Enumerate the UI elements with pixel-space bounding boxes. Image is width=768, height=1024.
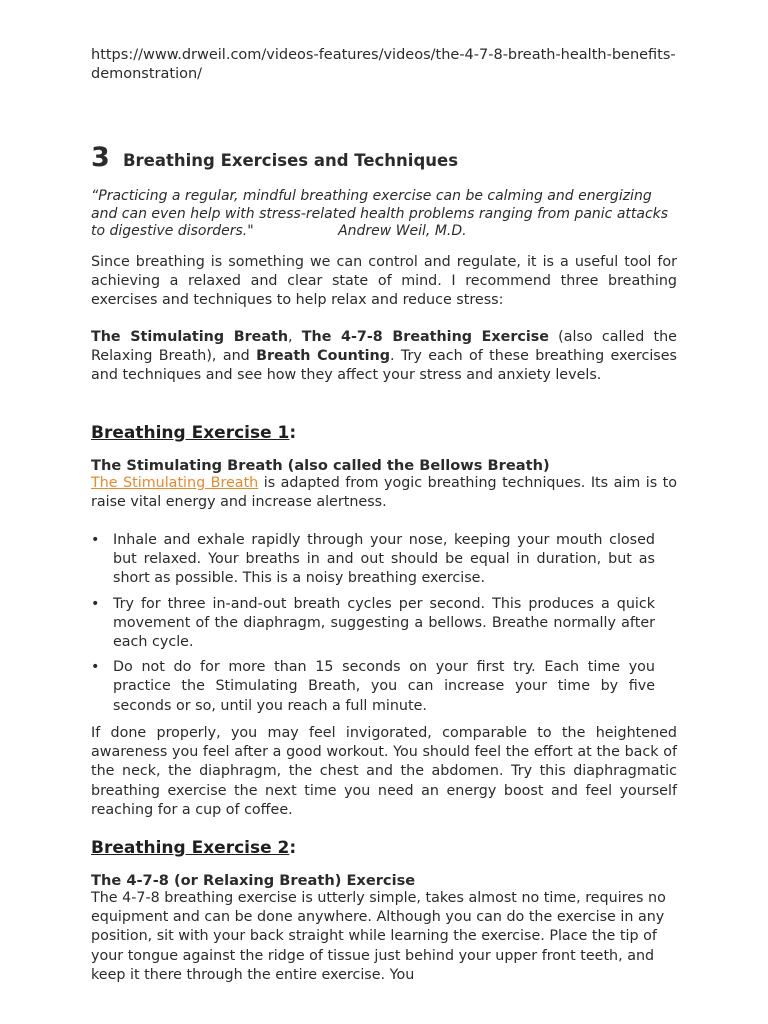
quote-block [91,188,677,241]
title-text: Breathing Exercises and Techniques [122,151,459,170]
exercise-2-heading-text: Breathing Exercise 2 [91,838,290,858]
bullet-icon: • [91,532,100,548]
technique-middle: (also called the Relaxing Breath), and [91,329,677,365]
technique-separator: , [288,329,302,345]
technique-name-3: Breath Counting [256,348,390,365]
exercise-2-subheading: The 4-7-8 (or Relaxing Breath) Exercise [91,872,416,889]
technique-name-2: The 4-7-8 Breathing Exercise [301,329,549,345]
title-number: 3 [91,142,110,173]
list-item-text: Inhale and exhale rapidly through your nose, keeping your mouth closed but relaxed. Your breaths in and out should be equal in duration, but as short as possible. This is a noisy breathing exercise. [113,532,655,587]
exercise-1-subheading: The Stimulating Breath (also called the Bellows Breath) [91,457,550,474]
list-item-text: Try for three in-and-out breath cycles per second. This produces a quick movement of the diaphragm, suggesting a bellows. Breathe normally after each cycle. [113,595,655,651]
quote-text: “Practicing a regular, mindful breathing exercise can be calming and energizing and can even help with stress-related health problems ranging from panic attacks to digestive disorders." [91,188,669,239]
exercise-1-lead-text: is adapted from yogic breathing techniques. Its aim is to raise vital energy and increase alertness. [91,475,677,511]
exercise-2-heading [91,838,677,858]
list-item [91,658,655,716]
techniques-paragraph [91,328,677,386]
exercise-1-steps [91,531,677,716]
exercise-1-heading [91,423,677,443]
exercise-1-lead [91,474,677,512]
bullet-icon: • [91,659,100,676]
technique-name-1: The Stimulating Breath [91,329,289,345]
document-title [91,136,458,174]
technique-tail: . Try each of these breathing exercises and techniques and see how they affect your stress and anxiety levels. [91,348,678,384]
intro-paragraph: Since breathing is something we can control and regulate, it is a useful tool for achieving a relaxed and clear state of mind. I recommend three breathing exercises and techniques to help relax and reduce stress: [91,254,677,309]
bullet-icon: • [91,595,100,612]
stimulating-breath-link[interactable]: The Stimulating Breath [91,475,259,491]
list-item [91,595,655,653]
source-url: https://www.drweil.com/videos-features/videos/the-4-7-8-breath-health-benefits-demonstration/ [91,47,676,82]
exercise-2-text: The 4-7-8 breathing exercise is utterly simple, takes almost no time, requires no equipment and can be done anywhere. Although you can do the exercise in any position, sit with your back straight while learning the exercise. Place the tip of your tongue against the ridge of tissue just behind your upper front teeth, and keep it there through the entire exercise. You [91,890,666,983]
exercise-2-body [91,872,677,985]
list-item [91,531,655,589]
exercise-1-heading-text: Breathing Exercise 1 [91,423,290,443]
exercise-2-heading-colon: : [289,838,297,858]
quote-author: Andrew Weil, M.D. [338,223,467,239]
exercise-1-after: If done properly, you may feel invigorated, comparable to the heightened awareness you feel after a good workout. You should feel the effort at the back of the neck, the diaphragm, the chest and the abdomen. Try this diaphragmatic breathing exercise the next time you need an energy boost and feel yourself reaching for a cup of coffee. [91,725,677,818]
exercise-1-intro [91,457,677,512]
exercise-1-heading-colon: : [289,423,297,443]
list-item-text: Do not do for more than 15 seconds on your first try. Each time you practice the Stimulating Breath, you can increase your time by five seconds or so, until you reach a full minute. [113,659,655,714]
